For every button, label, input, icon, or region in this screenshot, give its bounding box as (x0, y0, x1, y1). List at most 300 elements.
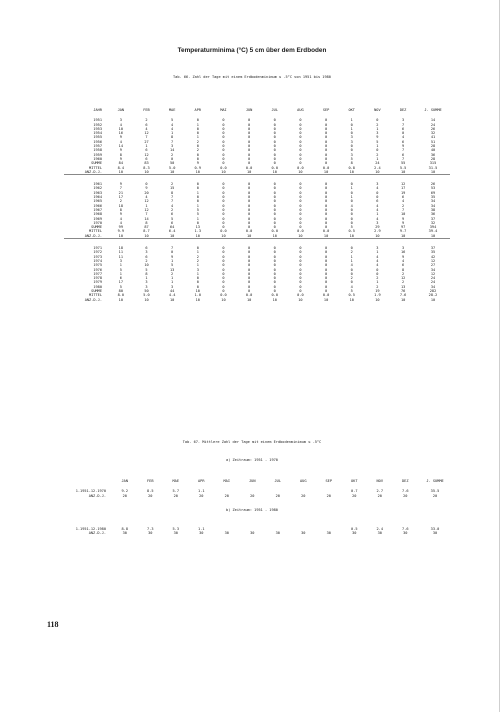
table-cell: 3 (376, 182, 379, 187)
table-cell: 0 (248, 195, 251, 200)
table-cell: 9 (376, 135, 379, 140)
table-cell: 11 (118, 254, 123, 259)
table-cell: 31.5 (428, 165, 438, 170)
table-cell: 10 (246, 297, 252, 302)
table-cell: 1 (350, 118, 353, 123)
table-cell: 0 (222, 135, 225, 140)
table-cell: 3 (196, 267, 199, 272)
table-cell: 6 (402, 263, 405, 268)
column-header: JUN (245, 108, 253, 112)
table-cell: 24 (375, 161, 380, 166)
row-label: 1970 (93, 220, 102, 225)
table-cell: 30 (326, 531, 331, 536)
table-cell: 0 (299, 280, 302, 285)
table-cell: 7 (171, 246, 174, 251)
table-cell: 0 (222, 144, 225, 149)
table-cell: 4 (376, 258, 379, 263)
table-cell: 0 (196, 118, 199, 123)
table-cell: 0 (350, 182, 353, 187)
table-cell: 18 (118, 246, 123, 251)
table-cell: 0 (248, 250, 251, 255)
table-cell: 20 (352, 493, 357, 498)
table-cell: 2 (196, 254, 199, 259)
column-header: DEZ (399, 108, 407, 112)
table-cell: 0 (324, 122, 328, 127)
table-cell: 0.5 (351, 527, 358, 531)
table-cell: 0 (171, 250, 174, 255)
scan-edge-line (499, 0, 500, 712)
table-cell: 9 (402, 144, 405, 149)
table-cell: 0 (248, 131, 251, 136)
table-cell: 0 (222, 195, 225, 200)
table-cell: 20 (377, 493, 382, 498)
table-cell: 21 (118, 190, 123, 195)
table-cell: 0 (273, 182, 276, 187)
table-cell: 39.4 (428, 229, 438, 234)
table-cell: 0 (248, 220, 251, 225)
table-cell: 0 (299, 199, 302, 204)
table-cell: 28 (430, 144, 436, 149)
table-cell: 8 (171, 190, 174, 195)
column-header: MAI (223, 479, 230, 483)
table-cell: 0 (299, 271, 302, 276)
table-cell: 17 (400, 186, 406, 191)
table-cell: 3 (402, 246, 405, 251)
table-cell: 6 (145, 148, 148, 153)
table-cell: 5 (196, 207, 199, 212)
row-label: 1972 (93, 250, 102, 255)
table-row (60, 531, 452, 535)
table-cell: 14 (169, 148, 175, 153)
table-cell: 10 (118, 169, 123, 174)
table-cell: 0 (299, 216, 302, 221)
row-label: 1951 (93, 118, 102, 123)
table-cell: 4 (145, 126, 148, 131)
table-cell: 14 (118, 144, 123, 149)
table-cell: 0 (376, 118, 379, 123)
table-cell: 0 (196, 156, 199, 161)
table-cell: 0 (376, 195, 379, 200)
table-cell: 1.0 (194, 293, 202, 298)
table-cell: 0 (299, 267, 302, 272)
table-cell: 4 (119, 122, 122, 127)
table-cell: 3 (376, 246, 379, 251)
table-cell: 2.9 (374, 229, 381, 234)
table-cell: 0 (402, 131, 405, 136)
table-cell: 2 (376, 122, 379, 127)
table-cell: 1 (145, 203, 148, 208)
table-cell: 0 (324, 216, 328, 221)
table-cell: 10 (430, 169, 436, 174)
table-cell: 1 (145, 276, 148, 281)
column-header: SEP (325, 479, 332, 483)
table-cell: 4 (171, 126, 174, 131)
table-cell: 0 (248, 186, 251, 191)
table-cell: 0 (299, 254, 302, 259)
row-label: 1958 (93, 148, 102, 153)
table-cell: 7.3 (147, 527, 154, 531)
block-separator (64, 175, 450, 183)
table-cell: 0 (196, 126, 199, 131)
table-cell: 0 (299, 284, 302, 289)
table-cell: 99 (118, 225, 123, 230)
row-label: 1967 (93, 207, 102, 212)
table-cell: 7 (171, 139, 174, 144)
table-cell: 2.4 (376, 527, 383, 531)
table-cell: 10 (144, 233, 149, 238)
row-label: 1962 (93, 186, 102, 191)
table-cell: 0 (324, 280, 328, 285)
table-cell: 0 (299, 276, 302, 281)
table-cell: 26 (430, 182, 436, 187)
table-cell: 0.0 (271, 165, 279, 170)
table-cell: 0.0 (297, 229, 304, 234)
table-cell: 11 (118, 250, 123, 255)
table-cell: 1 (196, 271, 199, 276)
table-cell: 0 (196, 280, 199, 285)
table-cell: 0 (248, 161, 251, 166)
tab66-caption: Tab. 66. Zahl der Tage mit einem Erdbodenminimum ≤ -5°C von 1951 bis 1980 (173, 75, 331, 79)
table-cell: 315 (429, 161, 437, 166)
table-cell: 0 (324, 263, 328, 268)
table-cell: 0 (324, 195, 328, 200)
table-cell: 0 (324, 276, 328, 281)
table-cell: 5 (171, 263, 174, 268)
table-cell: 0 (273, 122, 276, 127)
table-cell: 4 (350, 203, 353, 208)
table-cell: 0 (376, 267, 379, 272)
table-cell: 30 (250, 531, 255, 536)
table-cell: 12 (430, 271, 436, 276)
table-cell: 2 (145, 258, 148, 263)
table-cell: 0 (273, 212, 276, 217)
table-cell: 35 (430, 195, 436, 200)
table-cell: 8.8 (121, 527, 128, 531)
table-cell: 0 (324, 152, 328, 157)
table-cell: 0 (248, 203, 251, 208)
table-cell: 16 (118, 131, 123, 136)
table-cell: 35 (430, 250, 436, 255)
table-cell: 7.6 (399, 293, 407, 298)
table-cell: 4 (145, 195, 148, 200)
table-cell: 8 (171, 135, 174, 140)
table-cell: 5 (171, 216, 174, 221)
table-cell: 30 (301, 531, 306, 536)
table-cell: 0 (299, 126, 302, 131)
table-cell: 0 (273, 254, 276, 259)
column-header: JUL (271, 108, 279, 112)
table-cell: 0 (376, 271, 379, 276)
row-label: 1977 (93, 271, 102, 276)
table-cell: 7 (145, 135, 148, 140)
table-cell: 2 (402, 280, 405, 285)
table-cell: 9.9 (117, 229, 125, 234)
table-cell: 33.0 (430, 527, 440, 531)
table-cell: 10 (195, 233, 200, 238)
table-cell: 2 (376, 276, 379, 281)
table-cell: 32 (430, 220, 436, 225)
table-cell: 4 (119, 216, 122, 221)
row-label: 1.1951-12.1980 (75, 527, 106, 531)
row-label: SUMME (91, 161, 102, 166)
table-cell: 0 (350, 148, 353, 153)
table-cell: 3 (350, 152, 353, 157)
page-title: Temperaturminima (°C) 5 cm über dem Erdboden (177, 47, 327, 54)
row-label: 1966 (93, 203, 102, 208)
table-cell: 55 (400, 161, 406, 166)
table-cell: 28.2 (428, 293, 438, 298)
table-cell: 0 (248, 284, 251, 289)
row-label: 1968 (93, 212, 102, 217)
row-label: MITTEL (89, 229, 102, 234)
table-cell: 0 (222, 246, 225, 251)
table-cell: 0 (196, 144, 199, 149)
table-cell: 20 (326, 493, 331, 498)
table-cell: 1 (196, 135, 199, 140)
table-cell: 20 (144, 190, 149, 195)
table-cell: 0 (299, 122, 302, 127)
table-cell: 2 (402, 203, 405, 208)
table-cell: 0 (324, 182, 328, 187)
table-cell: 0 (248, 118, 251, 123)
table-cell: 0 (324, 118, 328, 123)
table-cell: 10 (375, 169, 380, 174)
table-cell: 3 (145, 280, 148, 285)
row-label: 1974 (93, 258, 102, 263)
tab67-period-a: a) Zeitraum: 1951 - 1970 (226, 458, 278, 462)
table-cell: 0.0 (245, 229, 253, 234)
table-cell: 0 (324, 254, 328, 259)
table-cell: 0 (222, 118, 225, 123)
table-cell: 0 (273, 139, 276, 144)
table-cell: 0 (248, 267, 251, 272)
table-cell: 0 (248, 263, 251, 268)
table-cell: 0 (222, 182, 225, 187)
page-number: 118 (47, 620, 59, 629)
table-cell: 10 (430, 297, 436, 302)
table-cell: 1 (376, 212, 379, 217)
table-cell: 0 (273, 199, 276, 204)
table-cell: 10 (195, 297, 200, 302)
table-cell: 10 (272, 169, 277, 174)
table-cell: 20 (224, 493, 229, 498)
table-cell: 0 (350, 267, 353, 272)
row-label: 1971 (93, 246, 102, 251)
table-cell: 0.9 (194, 165, 202, 170)
table-cell: 10 (400, 297, 406, 302)
table-cell: 10 (323, 169, 329, 174)
table-cell: 0 (222, 254, 225, 259)
tab67-period-b: b) Zeitraum: 1951 - 1980 (226, 508, 278, 512)
table-cell: 0 (299, 288, 302, 293)
table-cell: 5 (350, 156, 353, 161)
table-cell: 20 (301, 493, 306, 498)
table-cell: 0 (273, 203, 276, 208)
table-cell: 0 (196, 220, 199, 225)
table-cell: 0 (222, 267, 225, 272)
table-cell: 10 (118, 126, 123, 131)
table-cell: 1 (171, 280, 174, 285)
table-cell: 10 (221, 297, 226, 302)
table-cell: 14 (144, 216, 149, 221)
table-cell: 0 (273, 267, 276, 272)
table-cell: 44 (169, 288, 175, 293)
table-cell: 0 (222, 284, 225, 289)
table-cell: 7 (171, 195, 174, 200)
table-cell: 9.7 (399, 229, 407, 234)
column-header: APR (194, 108, 202, 112)
table-cell: 0 (324, 220, 328, 225)
table-cell: 10 (349, 169, 354, 174)
table-cell: 36 (430, 152, 436, 157)
table-cell: 5.7 (172, 489, 179, 494)
table-cell: 10 (323, 297, 329, 302)
table-cell: 2 (376, 284, 379, 289)
table-cell: 1 (196, 250, 199, 255)
table-cell: 69 (430, 190, 436, 195)
table-cell: 0 (248, 216, 251, 221)
table-cell: 42 (430, 254, 436, 259)
table-cell: 0 (248, 199, 251, 204)
table-cell: 1 (196, 216, 199, 221)
table-cell: 0 (248, 225, 251, 230)
table-cell: 0 (299, 225, 302, 230)
table-cell: 0 (196, 246, 199, 251)
table-cell: 9 (402, 220, 405, 225)
table-cell: 0 (273, 288, 276, 293)
table-cell: 4 (376, 203, 379, 208)
table-cell: 10 (221, 169, 226, 174)
table-cell: 4 (171, 203, 174, 208)
table-cell: 80 (118, 288, 123, 293)
table-cell: 0 (222, 280, 225, 285)
table-cell: 20 (199, 493, 204, 498)
table-cell: 34 (430, 203, 436, 208)
table-cell: 0 (273, 152, 276, 157)
table-cell: 10 (272, 233, 277, 238)
table-cell: 394 (429, 225, 437, 230)
table-cell: 12 (144, 152, 149, 157)
row-label: 1980 (93, 284, 102, 289)
table-cell: 30 (173, 531, 178, 536)
table-cell: 0 (273, 216, 276, 221)
row-label: ANZ.D.J. (84, 169, 102, 174)
column-header: OKT (351, 479, 358, 483)
table-cell: 6 (402, 126, 405, 131)
table-cell: 40 (430, 148, 436, 153)
table-cell: 3 (171, 144, 174, 149)
table-cell: 27 (144, 139, 149, 144)
column-header: AUG (300, 479, 307, 483)
row-label: MITTEL (89, 165, 102, 170)
table-cell: 0 (273, 148, 276, 153)
table-cell: 6 (119, 276, 122, 281)
table-cell: 5 (196, 212, 199, 217)
table-cell: 0 (248, 135, 251, 140)
table-cell: 0 (350, 271, 353, 276)
table-cell: 0 (248, 190, 251, 195)
table-cell: 0 (273, 135, 276, 140)
table-cell: 7 (119, 186, 122, 191)
table-cell: 1 (350, 195, 353, 200)
table-cell: 2 (350, 276, 353, 281)
table-cell: 10 (195, 169, 200, 174)
table-cell: 0 (196, 131, 199, 136)
table-cell: 3 (119, 118, 122, 123)
table-cell: 2 (171, 207, 174, 212)
table-cell: 8.0 (117, 293, 125, 298)
table-cell: 8 (402, 267, 405, 272)
column-header: MAI (220, 108, 227, 112)
table-cell: 282 (429, 288, 437, 293)
table-cell: 84 (118, 161, 123, 166)
table-cell: 0 (248, 271, 251, 276)
column-header: J. SUMME (424, 108, 442, 112)
table-cell: 0.0 (220, 293, 227, 298)
table-cell: 0 (196, 152, 199, 157)
table-cell: 37 (430, 246, 436, 251)
table-cell: 0 (376, 190, 379, 195)
table-cell: 8 (145, 220, 148, 225)
table-cell: 51 (430, 139, 436, 144)
table-cell: 6 (145, 246, 148, 251)
column-header: NOV (374, 108, 381, 112)
table-cell: 17 (118, 280, 123, 285)
row-label: 1955 (93, 135, 102, 140)
table-cell: 6 (171, 220, 174, 225)
row-label: ANZ.D.J. (84, 297, 102, 302)
table-cell: 2 (196, 148, 199, 153)
table-cell: 0 (196, 182, 199, 187)
column-header: JUL (274, 479, 281, 483)
table-cell: 1 (350, 258, 353, 263)
table-cell: 0 (248, 280, 251, 285)
table-cell: 9 (119, 182, 122, 187)
table-cell: 2 (171, 271, 174, 276)
table-cell: 10 (375, 297, 380, 302)
table-cell: 9 (402, 254, 405, 259)
table-cell: 0 (222, 131, 225, 136)
table-cell: 0 (299, 190, 302, 195)
table-cell: 0 (324, 148, 328, 153)
table-cell: 0 (222, 122, 225, 127)
table-cell: 1.1 (198, 489, 205, 494)
table-cell: 0 (299, 250, 302, 255)
table-cell: 10 (349, 233, 354, 238)
table-cell: 0 (324, 207, 328, 212)
table-cell: 4 (376, 254, 379, 259)
table-cell: 0 (222, 126, 225, 131)
table-cell: 0 (196, 186, 199, 191)
table-cell: 0 (299, 144, 302, 149)
table-cell: 5 (350, 225, 353, 230)
table-cell: 1 (376, 280, 379, 285)
table-cell: 0 (299, 148, 302, 153)
table-cell: 10 (430, 233, 436, 238)
table-cell: 7 (145, 212, 148, 217)
table-cell: 2 (171, 182, 174, 187)
table-cell: 13 (195, 225, 200, 230)
table-cell: 8.4 (117, 165, 125, 170)
table-cell: 0 (324, 284, 328, 289)
table-cell: 35.5 (430, 489, 440, 494)
table-cell: 0.0 (322, 293, 330, 298)
table-cell: 0 (273, 220, 276, 225)
table-cell: 10 (400, 212, 406, 217)
table-cell: 5 (145, 267, 148, 272)
table-cell: 0 (222, 156, 225, 161)
table-cell: 30 (275, 531, 280, 536)
